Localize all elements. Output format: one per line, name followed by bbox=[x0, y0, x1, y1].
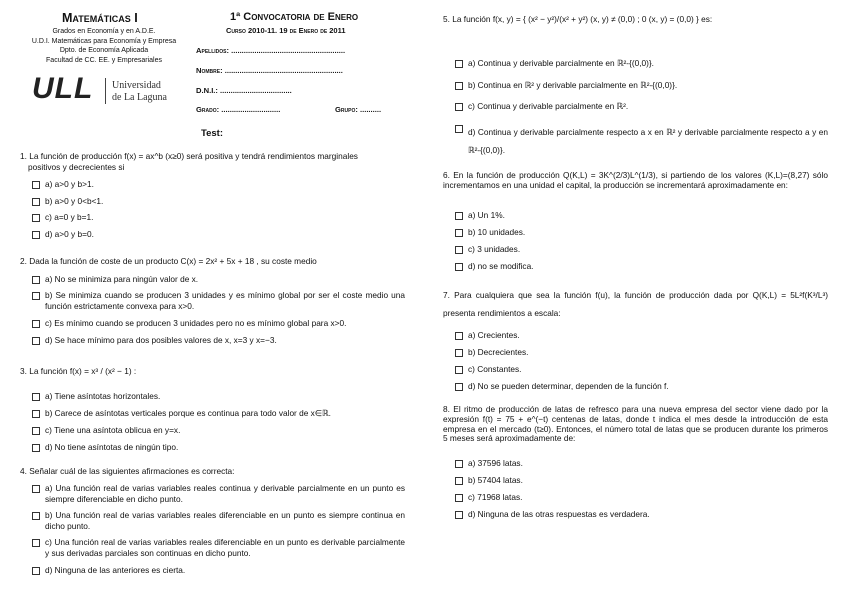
q3-a-label: a) Tiene asíntotas horizontales. bbox=[45, 391, 161, 401]
university-line-2: de La Laguna bbox=[112, 92, 167, 103]
course-info-line: Facultad de CC. EE. y Empresariales bbox=[46, 56, 162, 64]
q2-b-label: b) Se minimiza cuando se producen 3 unidades y es mínimo global por ser el coste medio una función estrictamente convexa para x>0. bbox=[45, 290, 405, 311]
q8-d-checkbox[interactable] bbox=[455, 511, 463, 519]
q1-c-checkbox[interactable] bbox=[32, 214, 40, 222]
university-name bbox=[112, 80, 167, 104]
q1-stem bbox=[20, 151, 358, 172]
q6-a-checkbox[interactable] bbox=[455, 212, 463, 220]
q7-c-checkbox[interactable] bbox=[455, 366, 463, 374]
q4-a-checkbox[interactable] bbox=[32, 485, 40, 493]
course-info-line: Grados en Economía y en A.D.E. bbox=[52, 28, 156, 35]
q3-b-label: b) Carece de asíntotas verticales porque es continua para todo valor de x∈ℝ. bbox=[45, 408, 331, 418]
q7-b-checkbox[interactable] bbox=[455, 349, 463, 357]
q2-d-label: d) Se hace mínimo para dos posibles valores de x, x=3 y x=−3. bbox=[45, 335, 277, 345]
q5-a-checkbox[interactable] bbox=[455, 60, 463, 68]
q5-d-checkbox[interactable] bbox=[455, 125, 463, 133]
q4-d-label: d) Ninguna de las anteriores es cierta. bbox=[45, 565, 186, 575]
q7-a-checkbox[interactable] bbox=[455, 332, 463, 340]
q3-b-checkbox[interactable] bbox=[32, 410, 40, 418]
q1-stem-line: positivos y decrecientes si bbox=[28, 161, 125, 172]
surname-field[interactable]: Apellidos: ...................................................... bbox=[196, 46, 346, 55]
q1-a-checkbox[interactable] bbox=[32, 181, 40, 189]
q1-a-label: a) a>0 y b>1. bbox=[45, 179, 94, 189]
q5-b-checkbox[interactable] bbox=[455, 82, 463, 90]
q6-a-label: a) Un 1%. bbox=[468, 210, 505, 220]
course-title: Matemáticas I bbox=[62, 11, 138, 25]
q1-stem-line: 1. La función de producción f(x) = ax^b (x≥0) será positiva y tendrá rendimientos marginales bbox=[20, 151, 358, 161]
logo-divider bbox=[105, 78, 106, 104]
q8-b-label: b) 57404 latas. bbox=[468, 475, 523, 485]
q7-stem: 7. Para cualquiera que sea la función f(u), la función de producción dada por Q(K,L) = 5L²f(K³/L³) presenta rendimientos a escala: bbox=[443, 290, 828, 318]
q5-c-checkbox[interactable] bbox=[455, 103, 463, 111]
name-field[interactable]: Nombre: ........................................................ bbox=[196, 66, 343, 75]
q4-stem: 4. Señalar cuál de las siguientes afirmaciones es correcta: bbox=[20, 466, 235, 476]
exam-call: 1ª Convocatoria de Enero bbox=[230, 11, 359, 23]
q2-c-checkbox[interactable] bbox=[32, 320, 40, 328]
q1-d-checkbox[interactable] bbox=[32, 231, 40, 239]
q1-b-label: b) a>0 y 0<b<1. bbox=[45, 196, 104, 206]
q7-b-label: b) Decrecientes. bbox=[468, 347, 529, 357]
exam-date: Curso 2010-11. 19 de Enero de 2011 bbox=[226, 26, 346, 35]
q5-d-label: d) Continua y derivable parcialmente respecto a x en ℝ² y derivable parcialmente respecto a y en ℝ²-{(0,0)}. bbox=[468, 127, 828, 155]
q3-c-checkbox[interactable] bbox=[32, 427, 40, 435]
q4-c-checkbox[interactable] bbox=[32, 539, 40, 547]
q6-stem: 6. En la función de producción Q(K,L) = 3K^(2/3)L^(1/3), si partiendo de los valores (K,L)=(8,27) sólo incrementamos en una unidad el capital, la producción se incrementará aproximadamente en: bbox=[443, 170, 828, 190]
q7-d-label: d) No se pueden determinar, dependen de la función f. bbox=[468, 381, 669, 391]
q2-c-label: c) Es mínimo cuando se producen 3 unidades pero no es mínimo global para x>0. bbox=[45, 318, 347, 328]
q7-c-label: c) Constantes. bbox=[468, 364, 522, 374]
q3-d-checkbox[interactable] bbox=[32, 444, 40, 452]
course-info-line: U.D.I. Matemáticas para Economía y Empresa bbox=[31, 37, 177, 45]
q5-b-label: b) Continua en ℝ² y derivable parcialmente en ℝ²-{(0,0)}. bbox=[468, 80, 678, 90]
q3-stem: 3. La función f(x) = x³ / (x² − 1) : bbox=[20, 366, 137, 376]
q6-b-checkbox[interactable] bbox=[455, 229, 463, 237]
q8-stem: 8. El ritmo de producción de latas de refresco para una nueva empresa del sector viene dado por la expresión f(t) = 75 + e^(−t) centenas de latas, donde t indica el mes desde la introducción de esta empresa en el mercado (t≥0). Entonces, el número total de latas que se producen durante los primeros 5 meses será aproximadamente de: bbox=[443, 404, 828, 444]
q5-a-label: a) Continua y derivable parcialmente en ℝ²-{(0,0)}. bbox=[468, 58, 654, 68]
q2-d-checkbox[interactable] bbox=[32, 337, 40, 345]
q2-a-label: a) No se minimiza para ningún valor de x. bbox=[45, 274, 199, 284]
q3-c-label: c) Tiene una asíntota oblicua en y=x. bbox=[45, 425, 181, 435]
q6-d-checkbox[interactable] bbox=[455, 263, 463, 271]
q3-a-checkbox[interactable] bbox=[32, 393, 40, 401]
q4-d-checkbox[interactable] bbox=[32, 567, 40, 575]
q8-d-label: d) Ninguna de las otras respuestas es verdadera. bbox=[468, 509, 650, 519]
dni-field[interactable]: D.N.I.: .................................. bbox=[196, 86, 292, 95]
q4-a-label: a) Una función real de varias variables reales continua y derivable parcialmente en un punto es siempre diferenciable en dicho punto. bbox=[45, 483, 405, 504]
q5-c-label: c) Continua y derivable parcialmente en ℝ². bbox=[468, 101, 629, 111]
q2-a-checkbox[interactable] bbox=[32, 276, 40, 284]
q2-stem: 2. Dada la función de coste de un producto C(x) = 2x² + 5x + 18 , su coste medio bbox=[20, 256, 317, 266]
q1-c-label: c) a=0 y b=1. bbox=[45, 212, 94, 222]
university-line-1: Universidad bbox=[112, 80, 161, 91]
q7-a-label: a) Crecientes. bbox=[468, 330, 520, 340]
q6-c-checkbox[interactable] bbox=[455, 246, 463, 254]
q1-b-checkbox[interactable] bbox=[32, 198, 40, 206]
q8-b-checkbox[interactable] bbox=[455, 477, 463, 485]
test-heading: Test: bbox=[201, 128, 223, 139]
course-info-line: Dpto. de Economía Aplicada bbox=[59, 47, 149, 54]
q2-b-checkbox[interactable] bbox=[32, 292, 40, 300]
ull-logo-mark: ULL bbox=[32, 72, 94, 105]
q4-b-checkbox[interactable] bbox=[32, 512, 40, 520]
q6-d-label: d) no se modifica. bbox=[468, 261, 534, 271]
q5-stem: 5. La función f(x, y) = { (x² − y²)/(x² + y²) (x, y) ≠ (0,0) ; 0 (x, y) = (0,0) } es: bbox=[443, 14, 713, 24]
q8-c-checkbox[interactable] bbox=[455, 494, 463, 502]
q6-c-label: c) 3 unidades. bbox=[468, 244, 521, 254]
q4-c-label: c) Una función real de varias variables reales diferenciable en un punto es derivable parcialmente y sus derivadas parciales son continuas en dicho punto. bbox=[45, 537, 405, 558]
q8-c-label: c) 71968 latas. bbox=[468, 492, 523, 502]
q3-d-label: d) No tiene asíntotas de ningún tipo. bbox=[45, 442, 179, 452]
q8-a-checkbox[interactable] bbox=[455, 460, 463, 468]
course-info bbox=[20, 27, 188, 65]
q8-a-label: a) 37596 latas. bbox=[468, 458, 523, 468]
degree-field[interactable]: Grado: ............................ bbox=[196, 105, 281, 114]
q1-d-label: d) a>0 y b=0. bbox=[45, 229, 94, 239]
q7-d-checkbox[interactable] bbox=[455, 383, 463, 391]
q4-b-label: b) Una función real de varias variables reales diferenciable en un punto es siempre continua en dicho punto. bbox=[45, 510, 405, 531]
group-field[interactable]: Grupo: .......... bbox=[335, 105, 382, 114]
q6-b-label: b) 10 unidades. bbox=[468, 227, 526, 237]
